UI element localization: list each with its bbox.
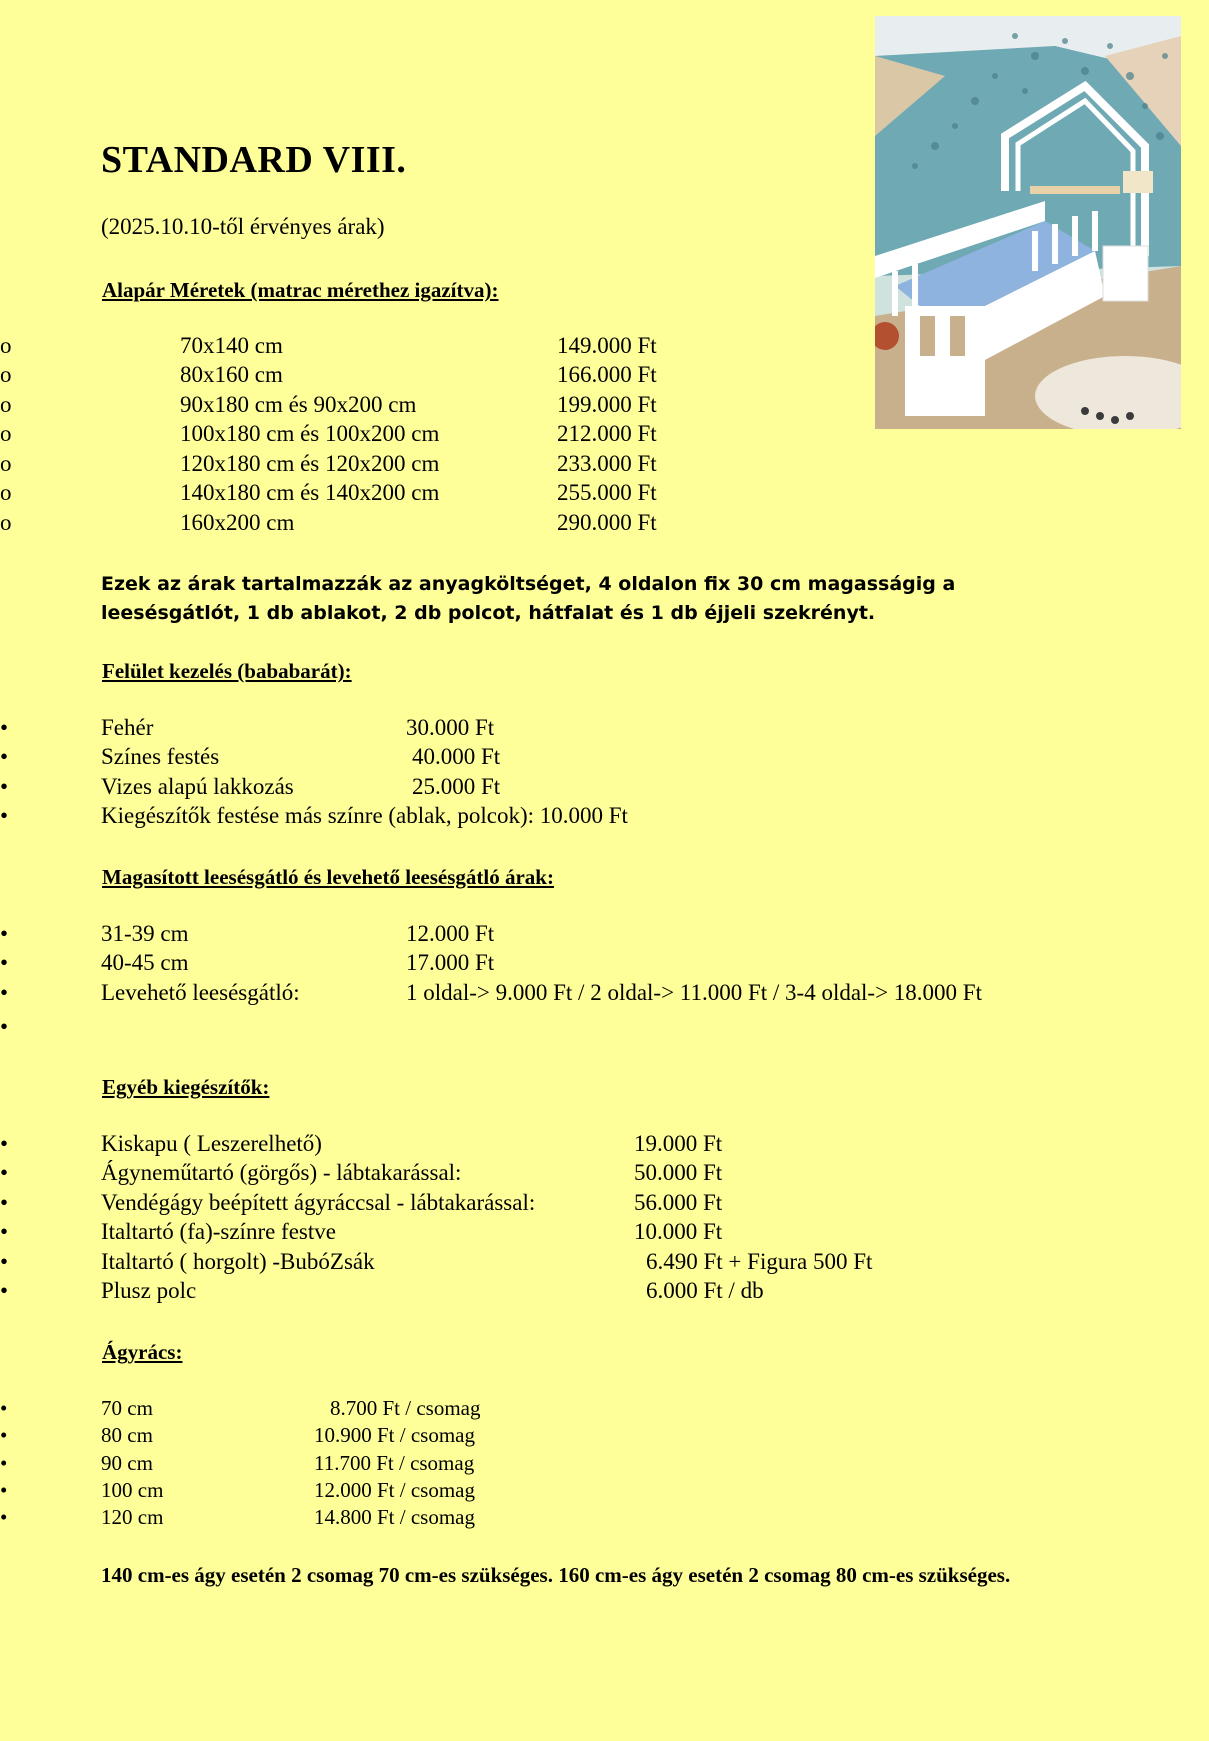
list-item: • 80 cm 10.900 Ft / csomag — [0, 1423, 475, 1447]
base-price-note: Ezek az árak tartalmazzák az anyagköltséget, 4 oldalon fix 30 cm magasságig a leesésgátlót, 1 db ablakot, 2 db polcot, hátfalat és 1 db éjjeli szekrényt. — [101, 573, 956, 624]
list-item-empty: • — [0, 1014, 9, 1039]
list-item: • 31-39 cm 12.000 Ft — [0, 921, 495, 946]
list-item: • 70 cm 8.700 Ft / csomag — [0, 1396, 481, 1420]
surface-heading: Felület kezelés (bababarát): — [102, 659, 352, 683]
list-item: o 160x200 cm 290.000 Ft — [0, 510, 657, 535]
guard-heading: Magasított leesésgátló és levehető leesésgátló árak: — [102, 865, 554, 889]
list-item: • Kiegészítők festése más színre (ablak, polcok): 10.000 Ft — [0, 803, 628, 828]
list-item: o 140x180 cm és 140x200 cm 255.000 Ft — [0, 480, 657, 505]
bed-photo — [875, 16, 1181, 429]
extras-heading: Egyéb kiegészítők: — [102, 1075, 270, 1099]
list-item: • 100 cm 12.000 Ft / csomag — [0, 1478, 475, 1502]
list-item: • 120 cm 14.800 Ft / csomag — [0, 1505, 475, 1529]
list-item: • Vizes alapú lakkozás 25.000 Ft — [0, 774, 501, 799]
list-item: • Színes festés 40.000 Ft — [0, 744, 501, 769]
slats-heading: Ágyrács: — [102, 1340, 183, 1364]
list-item: • Ágyneműtartó (görgős) - lábtakarással: 50.000 Ft — [0, 1160, 723, 1185]
list-item: • Kiskapu ( Leszerelhető) 19.000 Ft — [0, 1131, 723, 1156]
list-item: • Italtartó (fa)-színre festve 10.000 Ft — [0, 1219, 723, 1244]
list-item: o 90x180 cm és 90x200 cm 199.000 Ft — [0, 392, 657, 417]
list-item: • Levehető leesésgátló: 1 oldal-> 9.000 Ft / 2 oldal-> 11.000 Ft / 3-4 oldal-> 18.000 Ft — [0, 980, 982, 1005]
list-item: • Italtartó ( horgolt) -BubóZsák 6.490 Ft + Figura 500 Ft — [0, 1249, 873, 1274]
list-item: • Fehér 30.000 Ft — [0, 715, 495, 740]
list-item: o 100x180 cm és 100x200 cm 212.000 Ft — [0, 421, 657, 446]
validity-date: (2025.10.10-től érvényes árak) — [101, 214, 385, 239]
list-item: o 120x180 cm és 120x200 cm 233.000 Ft — [0, 451, 657, 476]
list-item: • Plusz polc 6.000 Ft / db — [0, 1278, 764, 1303]
slats-note: 140 cm-es ágy esetén 2 csomag 70 cm-es szükséges. 160 cm-es ágy esetén 2 csomag 80 cm-es szükséges. — [101, 1563, 1011, 1587]
list-item: o 70x140 cm 149.000 Ft — [0, 333, 657, 358]
page-title: STANDARD VIII. — [101, 139, 407, 181]
list-item: o 80x160 cm 166.000 Ft — [0, 362, 657, 387]
list-item: • Vendégágy beépített ágyráccsal - lábtakarással: 56.000 Ft — [0, 1190, 723, 1215]
list-item: • 90 cm 11.700 Ft / csomag — [0, 1451, 475, 1475]
list-item: • 40-45 cm 17.000 Ft — [0, 950, 495, 975]
base-sizes-heading: Alapár Méretek (matrac mérethez igazítva): — [102, 278, 499, 302]
